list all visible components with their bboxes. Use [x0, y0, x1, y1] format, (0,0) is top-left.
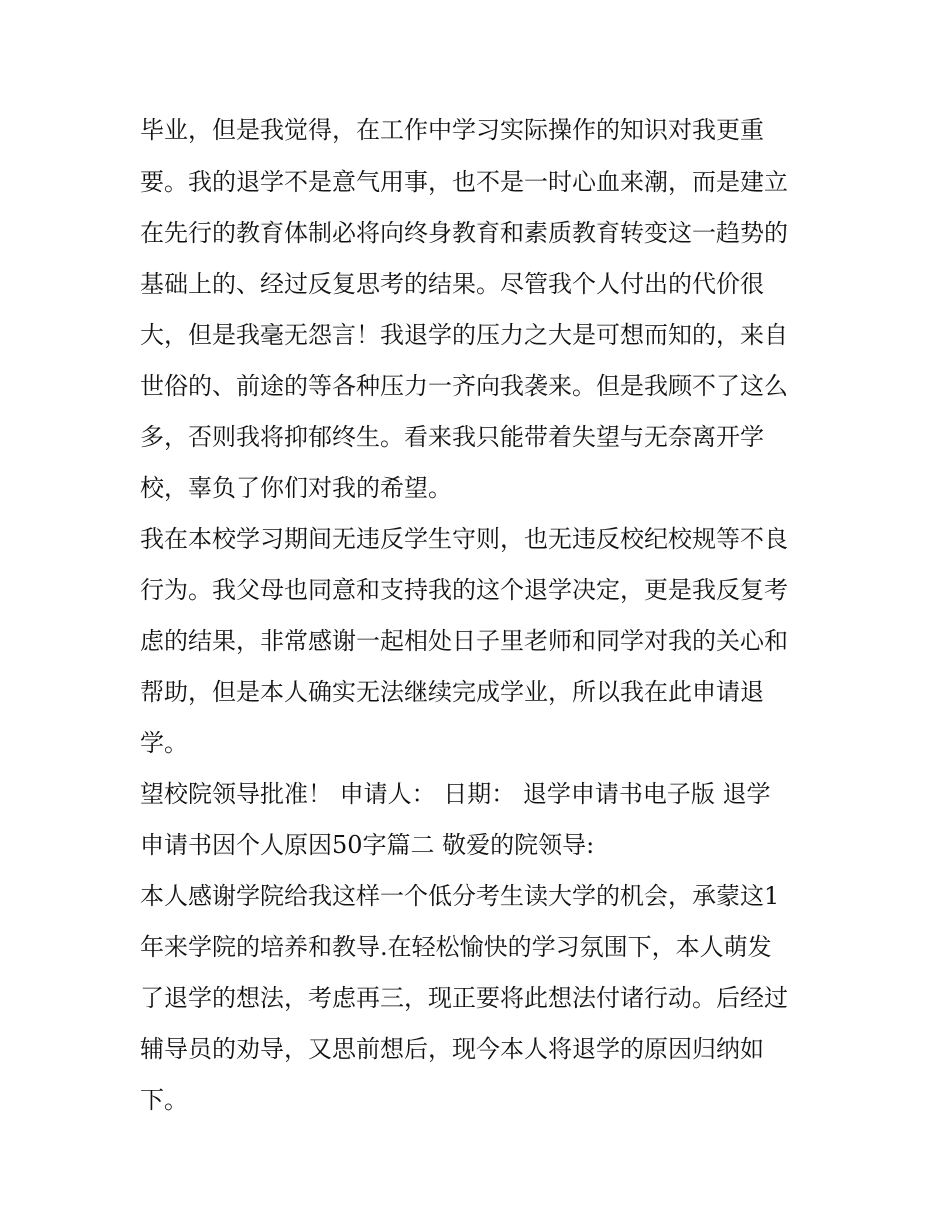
text-line: 行为。我父母也同意和支持我的这个退学决定，更是我反复考 — [140, 576, 788, 604]
text-line: 虑的结果，非常感谢一起相处日子里老师和同学对我的关心和 — [140, 627, 788, 655]
text-line: 大，但是我毫无怨言！我退学的压力之大是可想而知的，来自 — [140, 321, 788, 349]
text-line: 了退学的想法，考虑再三，现正要将此想法付诸行动。后经过 — [140, 984, 788, 1012]
text-line: 在先行的教育体制必将向终身教育和素质教育转变这一趋势的 — [140, 219, 788, 247]
text-line: 毕业，但是我觉得，在工作中学习实际操作的知识对我更重 — [140, 116, 764, 144]
text-line: 我在本校学习期间无违反学生守则，也无违反校纪校规等不良 — [140, 525, 788, 553]
text-line: 年来学院的培养和教导.在轻松愉快的学习氛围下，本人萌发 — [140, 933, 772, 961]
text-line: 校，辜负了你们对我的希望。 — [140, 474, 452, 502]
text-line: 基础上的、经过反复思考的结果。尽管我个人付出的代价很 — [140, 270, 764, 298]
text-line: 本人感谢学院给我这样一个低分考生读大学的机会，承蒙这1 — [140, 882, 780, 910]
text-line: 世俗的、前途的等各种压力一齐向我袭来。但是我顾不了这么 — [140, 372, 788, 400]
text-line: 帮助，但是本人确实无法继续完成学业，所以我在此申请退 — [140, 678, 764, 706]
text-line: 学。 — [140, 729, 188, 757]
text-line: 下。 — [140, 1086, 188, 1114]
text-line: 辅导员的劝导，又思前想后，现今本人将退学的原因归纳如 — [140, 1035, 764, 1063]
text-line: 要。我的退学不是意气用事，也不是一时心血来潮，而是建立 — [140, 168, 788, 196]
text-line: 望校院领导批准！ 申请人： 日期： 退学申请书电子版 退学 — [140, 780, 771, 808]
text-line: 多，否则我将抑郁终生。看来我只能带着失望与无奈离开学 — [140, 423, 764, 451]
text-line: 申请书因个人原因50字篇二 敬爱的院领导: — [140, 831, 595, 859]
